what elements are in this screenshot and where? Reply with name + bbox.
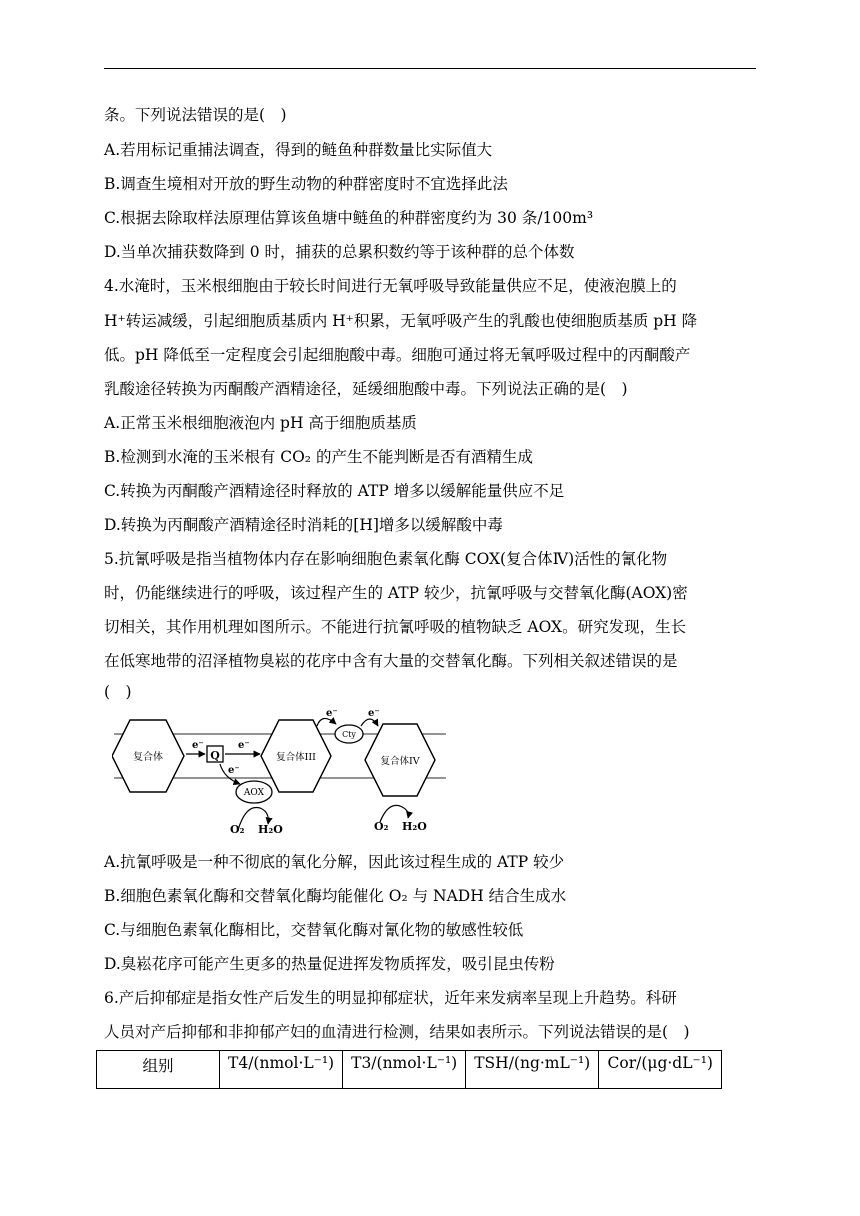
text-line: 4.水淹时，玉米根细胞由于较长时间进行无氧呼吸导致能量供应不足，使液泡膜上的 [104,277,677,295]
text-line: 时，仍能继续进行的呼吸，该过程产生的 ATP 较少，抗氰呼吸与交替氧化酶(AOX)密 [104,584,688,602]
cty-label: Cty [342,730,356,739]
text-line: 切相关，其作用机理如图所示。不能进行抗氰呼吸的植物缺乏 AOX。研究发现，生长 [104,618,687,636]
text-line: B.检测到水淹的玉米根有 CO₂ 的产生不能判断是否有酒精生成 [104,448,533,466]
respiration-diagram [112,708,452,840]
text-line: 条。下列说法错误的是( ) [104,106,287,124]
complex-4-label: 复合体IV [380,756,420,767]
table-header-cell: T4/(nmol·L⁻¹) [220,1051,343,1089]
electron-arrow-to-complex-4 [361,719,378,726]
text-line: 乳酸途径转换为丙酮酸产酒精途径，延缓细胞酸中毒。下列说法正确的是( ) [104,380,628,398]
text-line: A.正常玉米根细胞液泡内 pH 高于细胞质基质 [104,414,417,432]
aox-h2o-label: H₂O [258,823,283,836]
table-header-cell: TSH/(ng·mL⁻¹) [466,1051,599,1089]
q-label: Q [210,749,220,762]
cox-h2o-label: H₂O [402,820,427,833]
text-line: C.根据去除取样法原理估算该鱼塘中鲢鱼的种群密度约为 30 条/100m³ [104,209,594,227]
text-line: C.转换为丙酮酸产酒精途径时释放的 ATP 增多以缓解能量供应不足 [104,482,565,500]
text-line: B.调查生境相对开放的野生动物的种群密度时不宜选择此法 [104,175,508,193]
text-line: D.当单次捕获数降到 0 时，捕获的总累积数约等于该种群的总个体数 [104,243,575,261]
text-line: 低。pH 降低至一定程度会引起细胞酸中毒。细胞可通过将无氧呼吸过程中的丙酮酸产 [104,346,691,364]
text-line: 5.抗氰呼吸是指当植物体内存在影响细胞色素氧化酶 COX(复合体Ⅳ)活性的氰化物 [104,550,668,568]
aox-o2-label: O₂ [230,823,245,836]
cox-o2-label: O₂ [374,820,389,833]
table-header-cell: Cor/(μg·dL⁻¹) [599,1051,722,1089]
header-rule [104,68,756,69]
table-header-cell: T3/(nmol·L⁻¹) [343,1051,466,1089]
complex-3-label: 复合体III [276,752,316,763]
text-line: C.与细胞色素氧化酶相比，交替氧化酶对氰化物的敏感性较低 [104,921,524,939]
text-line: 人员对产后抑郁和非抑郁产妇的血清进行检测，结果如表所示。下列说法错误的是( ) [104,1023,690,1041]
text-line: 6.产后抑郁症是指女性产后发生的明显抑郁症状，近年来发病率呈现上升趋势。科研 [104,989,677,1007]
table-header-row [97,1051,722,1089]
electron-label-3: e⁻ [228,765,240,776]
data-table [96,1050,722,1089]
text-line: 在低寒地带的沼泽植物臭崧的花序中含有大量的交替氧化酶。下列相关叙述错误的是 [104,652,678,670]
text-line: B.细胞色素氧化酶和交替氧化酶均能催化 O₂ 与 NADH 结合生成水 [104,887,567,905]
electron-label-2: e⁻ [238,740,250,751]
electron-label-5: e⁻ [368,708,380,719]
text-line: A.若用标记重捕法调查，得到的鲢鱼种群数量比实际值大 [104,141,493,159]
electron-label-4: e⁻ [326,708,338,719]
electron-label-1: e⁻ [192,740,204,751]
aox-label: AOX [243,788,265,798]
text-line: D.臭崧花序可能产生更多的热量促进挥发物质挥发，吸引昆虫传粉 [104,955,555,973]
text-line: H⁺转运减缓，引起细胞质基质内 H⁺积累，无氧呼吸产生的乳酸也使细胞质基质 pH 降 [104,312,698,330]
complex-1-label: 复合体 [133,752,163,763]
text-line: D.转换为丙酮酸产酒精途径时消耗的[H]增多以缓解酸中毒 [104,516,503,534]
table-header-cell: 组别 [97,1051,220,1089]
text-line: A.抗氰呼吸是一种不彻底的氧化分解，因此该过程生成的 ATP 较少 [104,853,565,871]
text-line: ( ) [104,683,132,701]
electron-arrow-to-cty [317,718,336,726]
